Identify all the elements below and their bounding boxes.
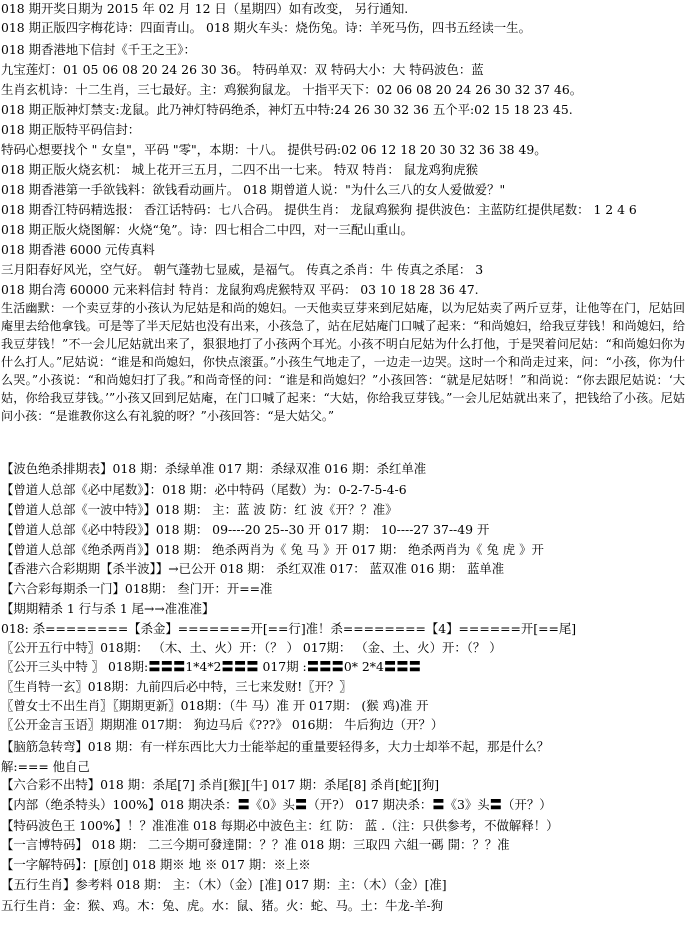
text-line: 〖曾女士不出生肖〗〖期期更新〗018期：（牛 马）准 开 017期： (猴 鸡)准 开: [1, 698, 429, 713]
text-line: 018 期正版神灯禁支:龙鼠。此乃神灯特码绝杀，神灯五中特:24 26 30 32 36 五个平:02 15 18 23 45.: [1, 102, 573, 117]
text-line: 【曾道人总部《必中尾数》】：018 期：必中特码（尾数）为：0-2-7-5-4-6: [1, 482, 407, 497]
text-line: 〖生肖特一玄〗018期：九前四后必中特，三七来发财!〖开？〗: [1, 679, 352, 694]
text-line: 018: 杀========【杀金】=======开[==行]准！杀========【4】======开[==尾]: [1, 621, 577, 636]
text-line: 018 期开奖日期为 2015 年 02 月 12 日（星期四）如有改变， 另行通知.: [1, 1, 409, 16]
text-line: 【香港六合彩期期【杀半波】】→已公开 018 期： 杀红双准 017： 蓝双准 016 期： 蓝单准: [1, 561, 505, 576]
text-line: 〖公开三头中特 〗 018期:〓〓〓1*4*2〓〓〓 017期 :〓〓〓0* 2*4〓〓〓: [1, 659, 422, 674]
text-line: 【特码波色王 100%】！？准准准 018 每期必中波色主：红 防： 蓝 .（注：只供参考，不做解释！）: [1, 818, 559, 833]
text-line: 018 期正版火烧图解：火烧“兔”。诗：四七相合二中四，对一三配山重山。: [1, 222, 413, 237]
text-line: 【波色绝杀排期表】018 期：杀绿单准 017 期：杀绿双准 016 期：杀红单准: [1, 461, 427, 476]
text-line: 生肖玄机诗：十二生肖，三七最好。主：鸡猴狗鼠龙。 十指平天下：02 06 08 20 24 26 30 32 37 46。: [1, 82, 583, 97]
text-line: 018 期正版特平码信封：: [1, 122, 141, 137]
text-line: 解:=== 他自己: [1, 759, 90, 774]
text-line: 018 期香港 6000 元传真料: [1, 242, 155, 257]
text-line: 【一言博特码】 018 期： 二三今期可發達開：？？准 018 期：三取四 六組一碼 開：？？准: [1, 837, 510, 852]
text-line: 018 期香港第一手欲钱料：欲钱看动画片。 018 期曾道人说："为什么三八的女人爱做爱？": [1, 182, 506, 197]
text-line: 【一字解特码】：[原创] 018 期※ 地 ※ 017 期：※上※: [1, 857, 311, 872]
text-line: 018 期香港地下信封《千王之王》：: [1, 42, 196, 57]
text-line: 【内部（绝杀特头）100%】018 期决杀：〓《0》头〓（开?） 017 期决杀：〓《3》头〓（开？）: [1, 797, 552, 812]
text-line: 〖公开五行中特〗018期： （木、土、火）开：（？ ） 017期： （金、土、火）开：（？ ）: [1, 640, 502, 655]
humor-story: 生活幽默：一个卖豆芽的小孩认为尼姑是和尚的媳妇。一天他卖豆芽来到尼姑庵，以为尼姑卖了两斤豆芽，让他等在门，尼姑回庵里去给他拿钱。可是等了半天尼姑也没有出来，小孩急了，站在尼姑庵门口喊了起来：“和尚媳妇，给我豆芽钱！和尚媳妇，给我豆芽钱！”不一会儿尼姑就出来了，狠狠地打了小孩两个耳光。小孩不明白尼姑为什么打他，于是哭着问尼姑：“和尚媳妇你为什么打人。”尼姑说：“谁是和尚媳妇，你快点滚蛋。”小孩生气地走了，一边走一边哭。这时一个和尚走过来，问：“小孩，你为什么哭。”小孩说：“和尚媳妇打了我。”和尚奇怪的问：“谁是和尚媳妇？”小孩回答：“就是尼姑呀！”和尚说：“你去跟尼姑说：‘大姑，你给我豆芽钱。’”小孩又回到尼姑庵，在门口喊了起来：“大姑，你给我豆芽钱。”一会儿尼姑就出来了，把钱给了小孩。尼姑问小孩：“是谁教你这么有礼貌的呀？”小孩回答：“是大姑父。”: [1, 301, 685, 423]
text-line: 【期期精杀 1 行与杀 1 尾→→准准准】: [1, 601, 215, 616]
text-line: 【脑筋急转弯】018 期：有一样东西比大力士能举起的重量要轻得多，大力士却举不起，那是什么？: [1, 739, 549, 754]
text-line: 【六合彩每期杀一门】018期： 叁门开：开==准: [1, 581, 273, 596]
text-line: 018 期正版火烧玄机： 城上花开三五月，二四不出一七来。 特双 特肖： 鼠龙鸡狗虎猴: [1, 162, 479, 177]
text-line: 018 期香江特码精选报： 香江话特码：七八合码。 提供生肖： 龙鼠鸡猴狗 提供波色：主蓝防红提供尾数： 1 2 4 6: [1, 202, 637, 217]
text-line: 特码心想要找个 " 女皇"，平码 "零"，本期：十八。 提供号码:02 06 12 18 20 30 32 36 38 49。: [1, 142, 547, 157]
text-line: 〖公开金言玉语〗期期准 017期： 狗边马后《???》 016期： 牛后狗边（开？）: [1, 717, 444, 732]
text-line: 【六合彩不出特】018 期：杀尾[7] 杀肖[猴][牛] 017 期：杀尾[8] 杀肖[蛇][狗]: [1, 777, 440, 792]
text-line: 【曾道人总部《必中特段》】018 期： 09----20 25--30 开 017 期： 10----27 37--49 开: [1, 522, 490, 537]
text-line: 【五行生肖】参考料 018 期： 主：（木）（金）[准] 017 期：主：（木）（金）[准]: [1, 877, 447, 892]
text-line: 【曾道人总部《一波中特》】018 期： 主：蓝 波 防：红 波《开？？准》: [1, 502, 398, 517]
text-line: 五行生肖：金：猴、鸡。木：兔、虎。水：鼠、猪。火：蛇、马。土：牛龙-羊-狗: [1, 898, 444, 913]
text-line: 【曾道人总部《绝杀两肖》】018 期： 绝杀两肖为《 兔 马 》开 017 期： 绝杀两肖为《 兔 虎 》开: [1, 542, 544, 557]
text-line: 九宝莲灯：01 05 06 08 20 24 26 30 36。 特码单双：双 特码大小：大 特码波色：蓝: [1, 62, 484, 77]
text-line: 018 期台湾 60000 元来料信封 特肖：龙鼠狗鸡虎猴特双 平码： 03 10 18 28 36 47.: [1, 282, 479, 297]
text-line: 三月阳春好风光，空气好。 朝气蓬勃七显威，是福气。 传真之杀肖：牛 传真之杀尾： 3: [1, 262, 484, 277]
text-line: 018 期正版四字梅花诗：四面青山。 018 期火车头：烧伤兔。诗：羊死马伤，四书五经读一生。: [1, 20, 531, 35]
